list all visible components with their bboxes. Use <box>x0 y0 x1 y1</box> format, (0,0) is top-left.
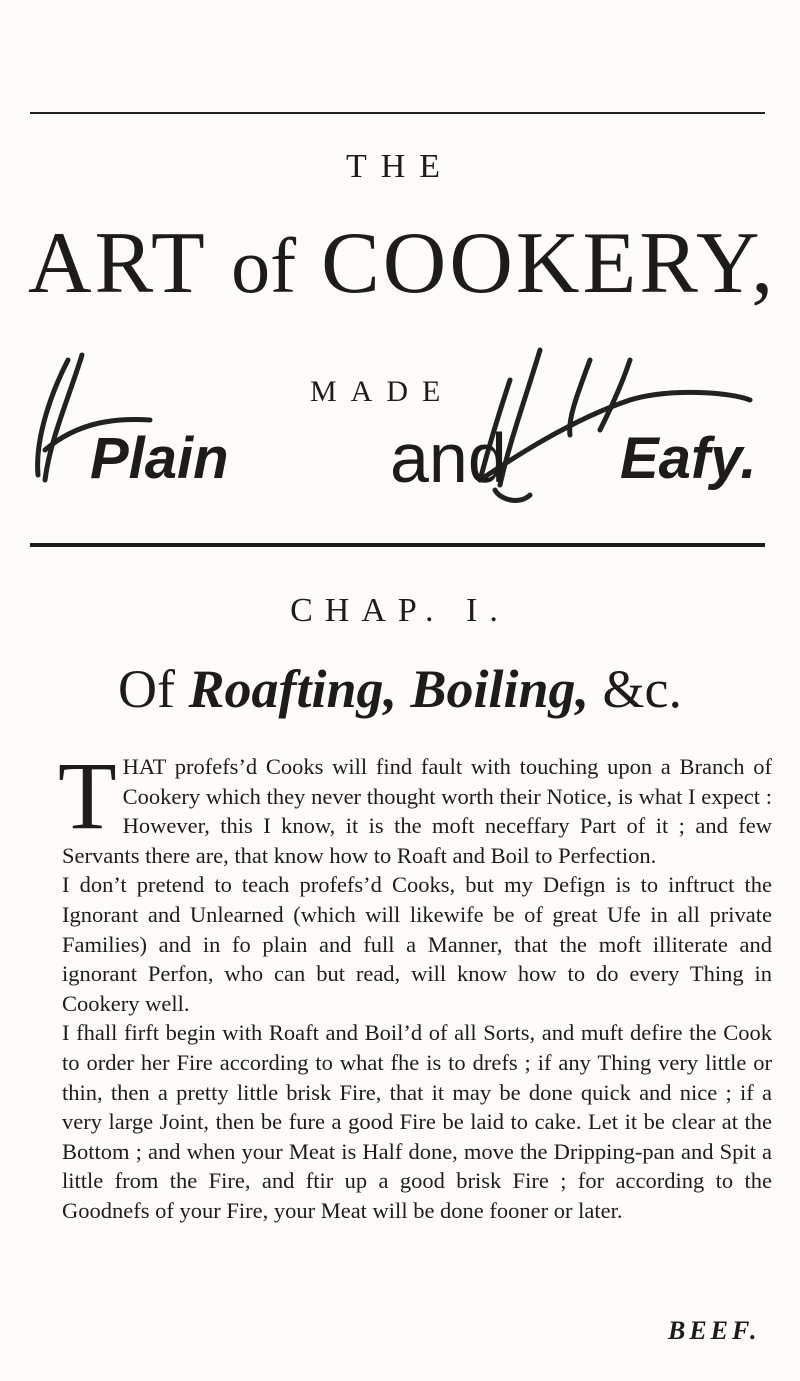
main-title <box>28 215 788 312</box>
middle-rule <box>30 543 765 547</box>
top-rule <box>30 112 765 114</box>
paragraph-3: I fhall firft begin with Roaft and Boil’d of all Sorts, and muft defire the Cook to order her Fire according to what fhe is to drefs ; if any Thing very little or thin, then a pretty little brisk Fire, that it may be done quick and nice ; if a very large Joint, then be fure a good Fire be laid to cake. Let it be clear at the Bottom ; and when your Meat is Half done, move the Dripping-pan and Spit a little from the Fire, and ftir up a good brisk Fire ; for according to the Goodnefs of your Fire, your Meat will be done fooner or later. <box>62 1020 772 1223</box>
paragraph-1-text: HAT profefs’d Cooks will find fault with touching upon a Branch of Cookery which they never thought worth their Notice, is what I expect : However, this I know, it is the moft neceffary Part of it ; and few Servants there are, that know how to Roaft and Boil to Perfection. <box>62 754 772 868</box>
title-of: of <box>231 222 297 309</box>
easy-word: Eafy. <box>620 426 757 491</box>
paragraph-1 <box>58 742 772 870</box>
title-art: ART <box>28 215 207 312</box>
catchword: BEEF. <box>668 1316 761 1345</box>
chapter-label: CHAP. I. <box>290 592 510 629</box>
body-text <box>58 742 772 1226</box>
subtitle-etc: &c. <box>602 659 683 719</box>
subtitle-boiling: Boiling, <box>410 659 590 719</box>
chapter-subtitle <box>0 658 800 720</box>
subtitle-of: Of <box>117 659 175 719</box>
made-label: MADE <box>310 375 455 408</box>
title-cookery: COOKERY, <box>321 215 777 312</box>
title-the: THE <box>345 148 455 185</box>
plain-word: Plain <box>90 426 229 491</box>
and-word: and <box>390 419 507 497</box>
paragraph-2: I don’t pretend to teach profefs’d Cooks, but my Defign is to inftruct the Ignorant and Unlearned (which will likewife be of great Ufe in all private Families) and in fo plain and full a Manner, that the moft illiterate and ignorant Perfon, who can but read, will know how to do every Thing in Cookery well. <box>62 872 772 1016</box>
drop-cap: T <box>58 742 117 849</box>
subtitle-roasting: Roafting, <box>188 659 397 719</box>
